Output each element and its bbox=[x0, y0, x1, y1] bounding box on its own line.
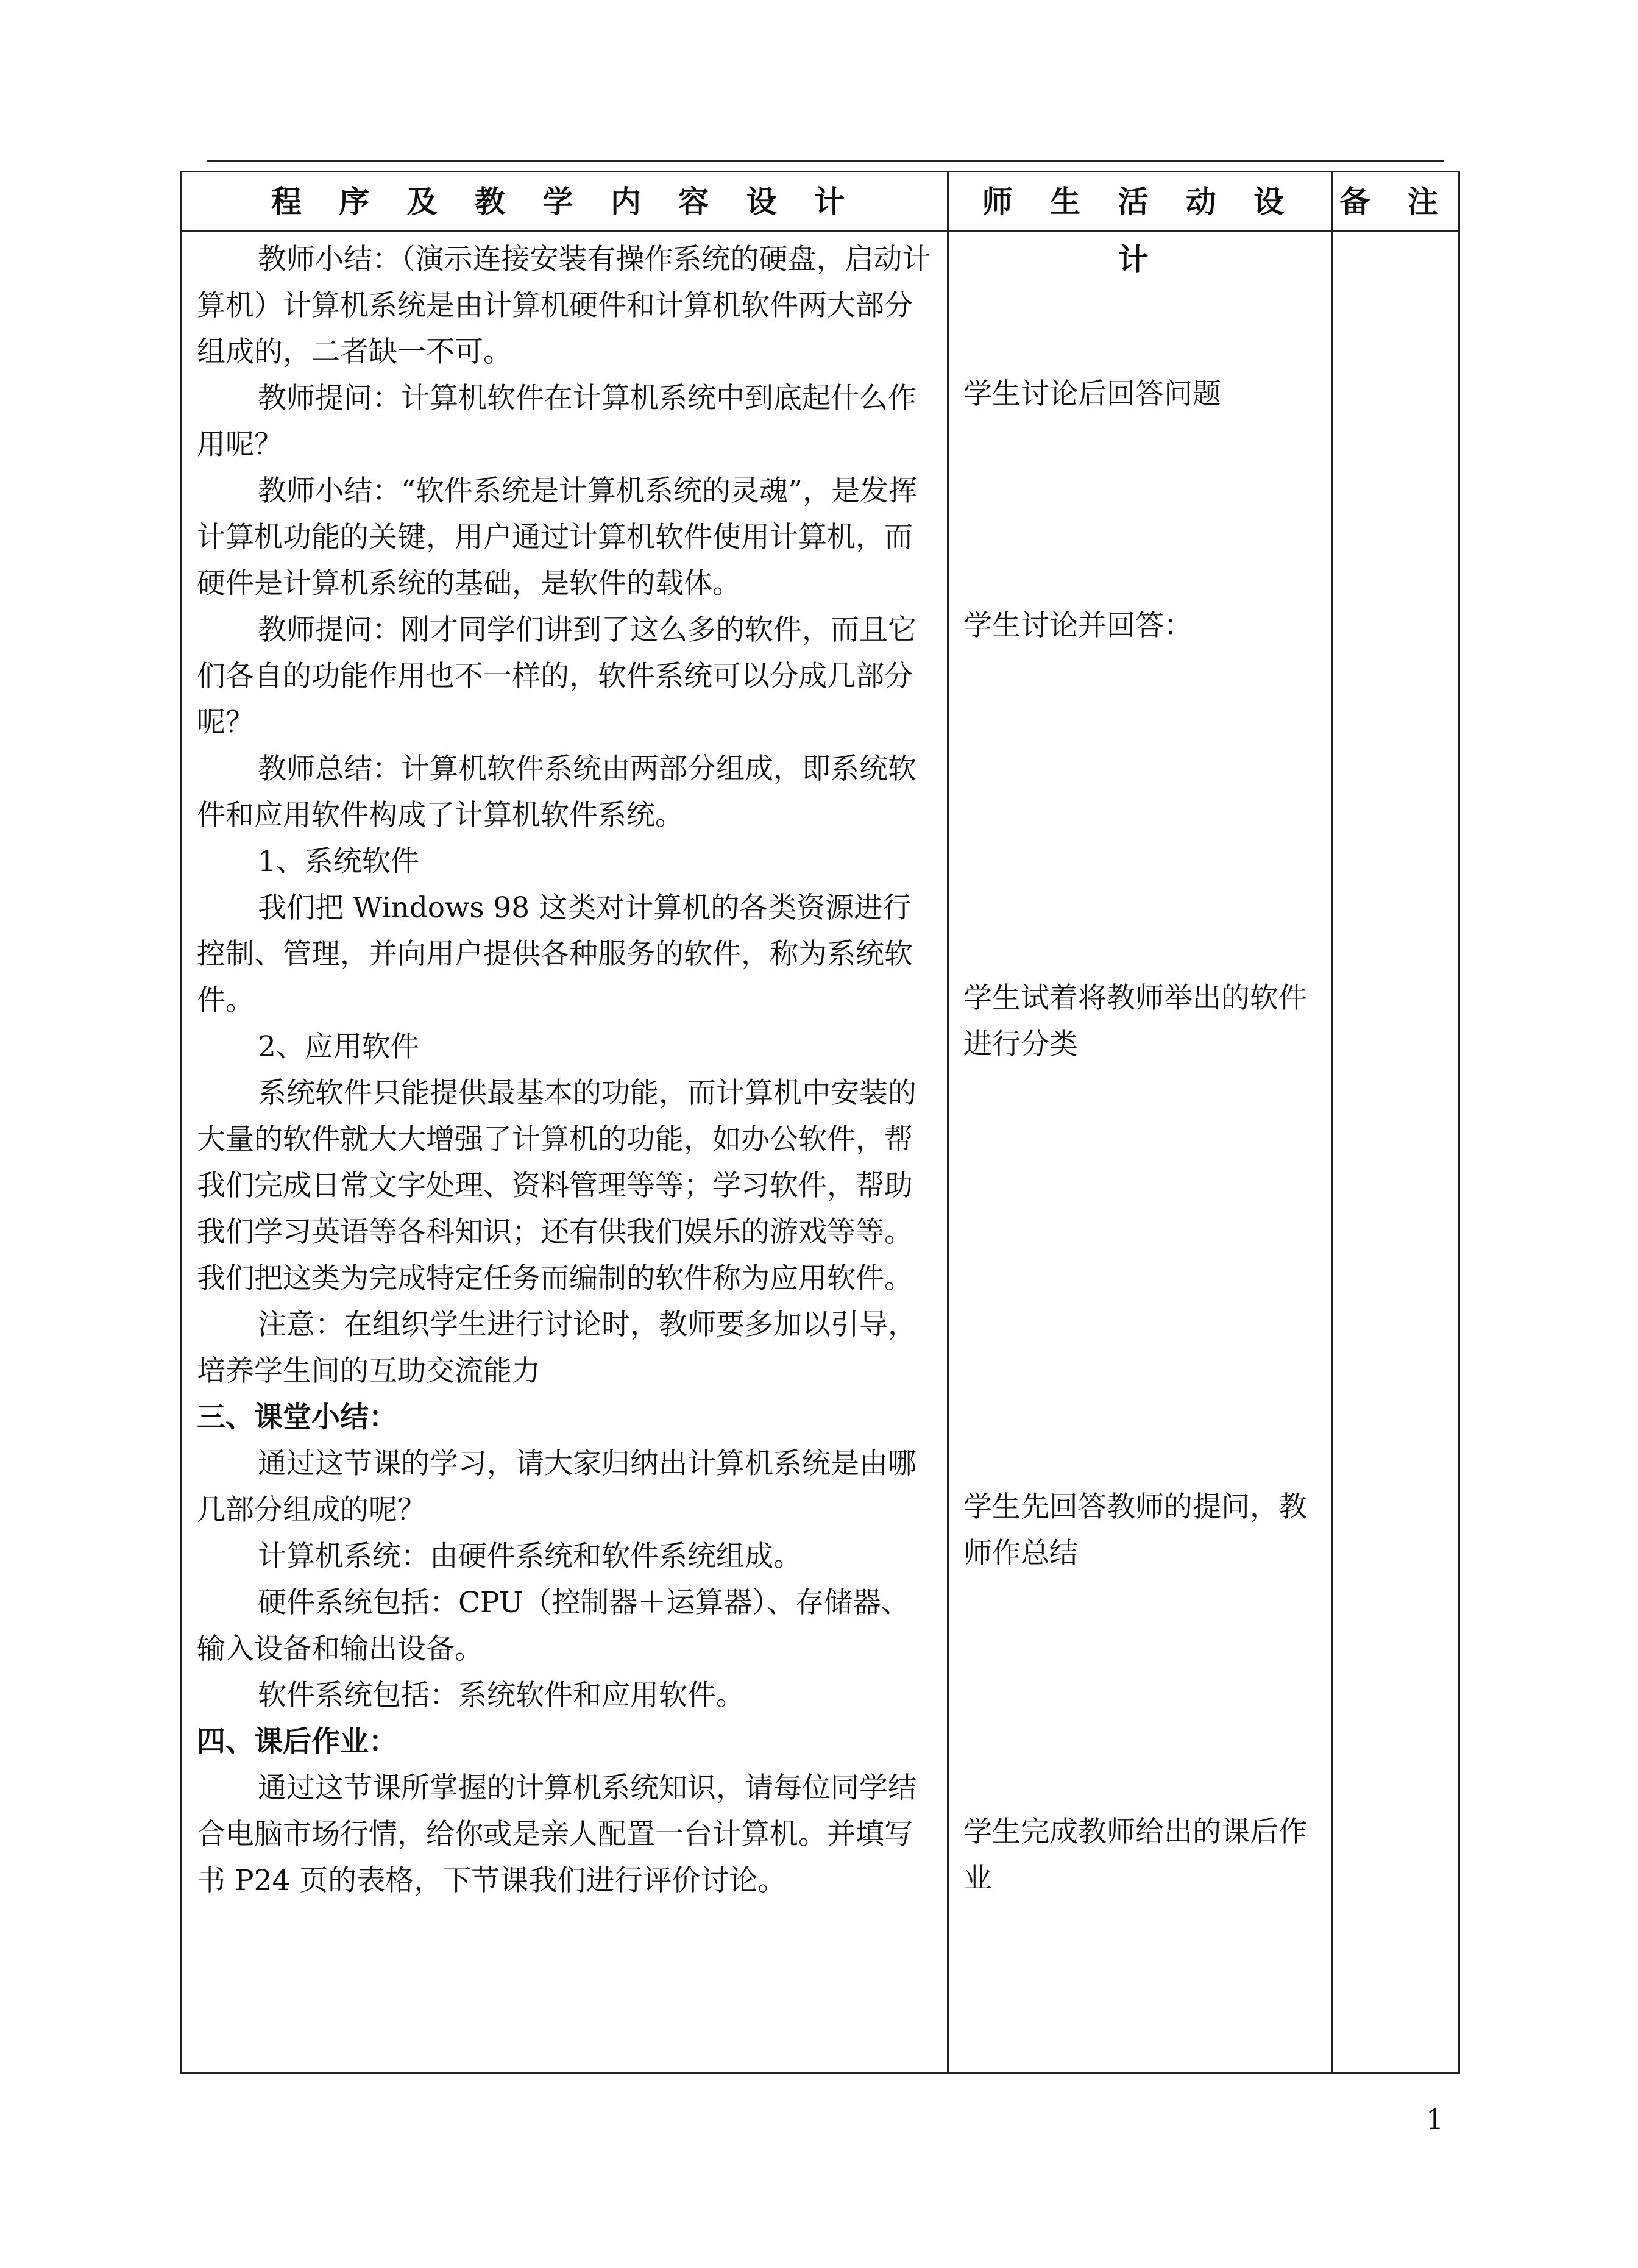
paragraph: 教师提问：刚才同学们讲到了这么多的软件，而且它们各自的功能作用也不一样的，软件系统可以分成几部分呢？ bbox=[197, 613, 916, 739]
paragraph: 教师小结：“软件系统是计算机系统的灵魂”，是发挥计算机功能的关键，用户通过计算机软件使用计算机，而硬件是计算机系统的基础，是软件的载体。 bbox=[197, 474, 918, 600]
column-divider bbox=[947, 172, 949, 2072]
header-activity-design: 师 生 活 动 设 计 bbox=[982, 183, 1298, 277]
activity-note: 学生试着将教师举出的软件进行分类 bbox=[963, 981, 1307, 1061]
section-heading: 三、课堂小结： bbox=[197, 1401, 397, 1434]
column-divider bbox=[1331, 172, 1333, 2072]
activity-note: 学生讨论并回答： bbox=[963, 609, 1193, 642]
header-divider bbox=[182, 230, 1458, 232]
activity-note: 学生讨论后回答问题 bbox=[963, 377, 1221, 411]
page-number: 1 bbox=[1426, 2103, 1444, 2136]
paragraph: 计算机系统：由硬件系统和软件系统组成。 bbox=[258, 1540, 802, 1573]
paragraph: 注意：在组织学生进行讨论时，教师要多加以引导，培养学生间的互助交流能力 bbox=[197, 1308, 916, 1388]
paragraph: 我们把 Windows 98 这类对计算机的各类资源进行控制、管理，并向用户提供各种服务的软件，称为系统软件。 bbox=[197, 891, 913, 1017]
activity-note: 学生完成教师给出的课后作业 bbox=[963, 1815, 1307, 1895]
list-item: 1、系统软件 bbox=[258, 845, 419, 878]
paragraph: 系统软件只能提供最基本的功能，而计算机中安装的大量的软件就大大增强了计算机的功能，如办公软件，帮我们完成日常文字处理、资料管理等等；学习软件，帮助我们学习英语等各科知识；还有供我们娱乐的游戏等等。我们把这类为完成特定任务而编制的软件称为应用软件。 bbox=[197, 1076, 916, 1295]
lesson-table bbox=[180, 171, 1460, 2074]
paragraph: 通过这节课的学习，请大家归纳出计算机系统是由哪几部分组成的呢？ bbox=[197, 1447, 916, 1527]
paragraph: 教师总结：计算机软件系统由两部分组成，即系统软件和应用软件构成了计算机软件系统。 bbox=[197, 752, 916, 832]
paragraph: 通过这节课所掌握的计算机系统知识，请每位同学结合电脑市场行情，给你或是亲人配置一台计算机。并填写书 P24 页的表格，下节课我们进行评价讨论。 bbox=[197, 1771, 916, 1897]
paragraph: 硬件系统包括：CPU（控制器＋运算器）、存储器、输入设备和输出设备。 bbox=[197, 1586, 910, 1666]
top-rule bbox=[207, 160, 1444, 162]
paragraph: 教师小结：（演示连接安装有操作系统的硬盘，启动计算机）计算机系统是由计算机硬件和计算机软件两大部分组成的，二者缺一不可。 bbox=[197, 243, 931, 369]
list-item: 2、应用软件 bbox=[258, 1030, 419, 1064]
header-content-design: 程 序 及 教 学 内 容 设 计 bbox=[271, 183, 859, 219]
header-notes: 备 注 bbox=[1339, 183, 1452, 219]
paragraph: 教师提问：计算机软件在计算机系统中到底起什么作用呢？ bbox=[197, 382, 916, 461]
content-column bbox=[197, 236, 938, 1904]
activity-note: 学生先回答教师的提问，教师作总结 bbox=[963, 1490, 1307, 1570]
paragraph: 软件系统包括：系统软件和应用软件。 bbox=[258, 1679, 745, 1712]
section-heading: 四、课后作业： bbox=[197, 1725, 397, 1758]
